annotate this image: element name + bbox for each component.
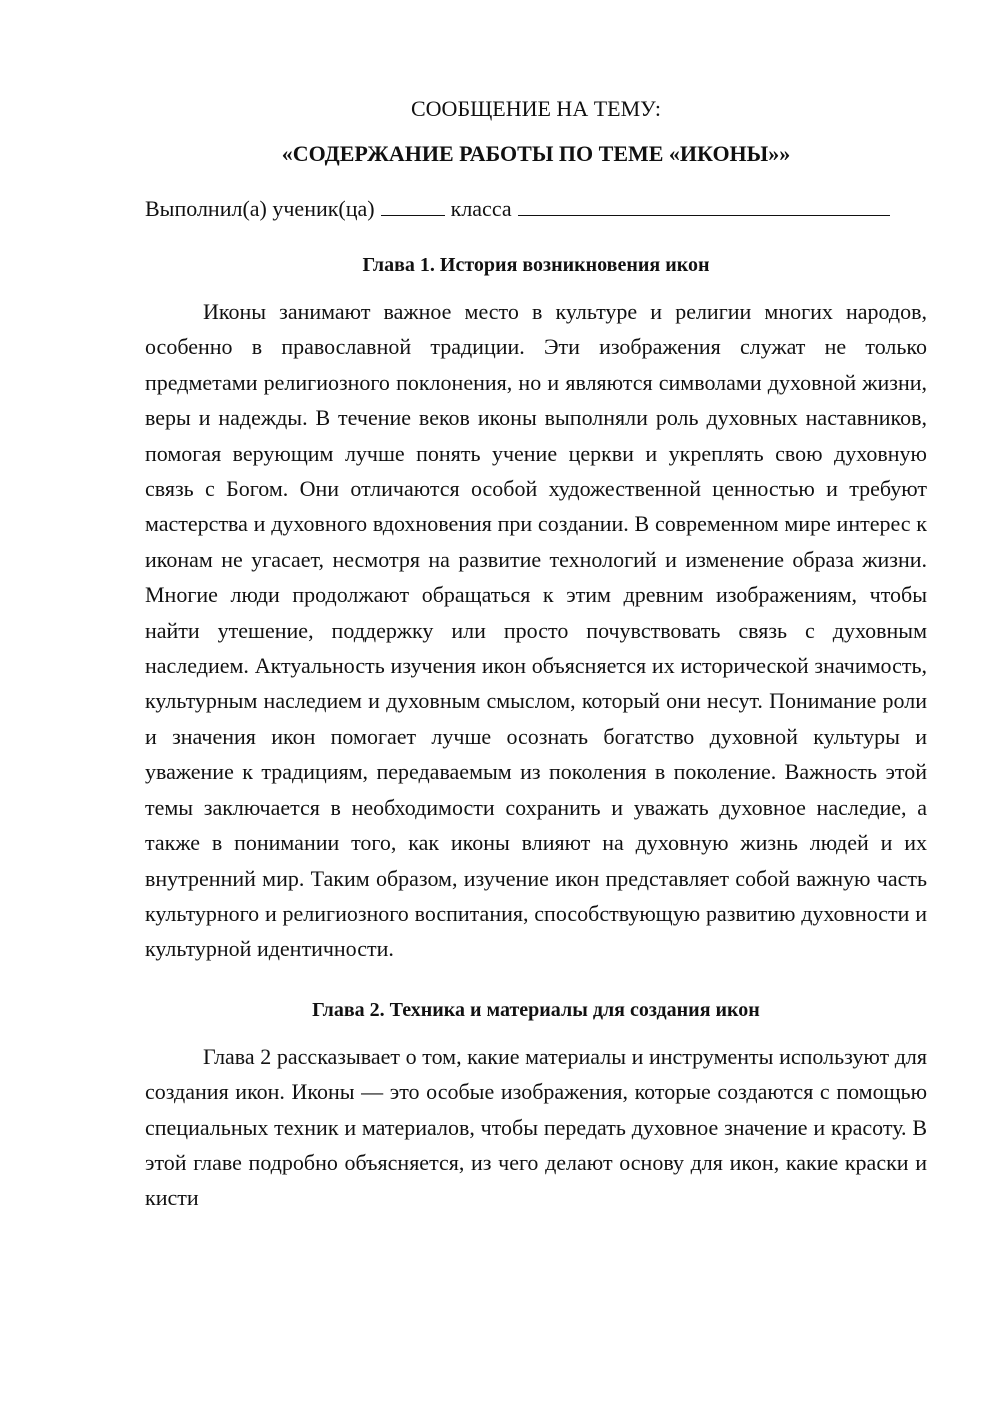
author-line [145,193,927,225]
class-number-blank[interactable] [381,195,445,216]
author-label: Выполнил(а) ученик(ца) [145,196,375,221]
chapter-1-heading: Глава 1. История возникновения икон [362,254,710,276]
chapter-2-paragraph: Глава 2 рассказывает о том, какие материалы и инструменты используют для создания икон. Иконы — это особые изображения, которые создаются с помощью специальных техник и материалов, чтобы передать духовное значение и красоту. В этой главе подробно объясняется, из чего делают основу для икон, какие краски и кисти [145,1043,927,1211]
student-name-blank[interactable] [518,195,890,216]
chapter-2-heading: Глава 2. Техника и материалы для создания икон [312,998,760,1021]
document-page [145,93,927,1216]
class-label: класса [450,196,512,221]
chapter-1-paragraph: Иконы занимают важное место в культуре и религии многих народов, особенно в православной традиции. Эти изображения служат не только предметами религиозного поклонения, но и являются символами духовной жизни, веры и надежды. В течение веков иконы выполняли роль духовных наставников, помогая верующим лучше понять учение церкви и укреплять свою духовную связь с Богом. Они отличаются особой художественной ценностью и требуют мастерства и духовного вдохновения при создании. В современном мире интерес к иконам не угасает, несмотря на развитие технологий и изменение образа жизни. Многие люди продолжают обращаться к этим древним изображениям, чтобы найти утешение, поддержку или просто почувствовать связь с духовным наследием. Актуальность изучения икон объясняется их исторической значимость, культурным наследием и духовным смыслом, который они несут. Понимание роли и значения икон помогает лучше осознать богатство духовной культуры и уважение к традициям, передаваемым из поколения в поколение. Важность этой темы заключается в необходимости сохранить и уважать духовное наследие, а также в понимании того, как иконы влияют на духовную жизнь людей и их внутренний мир. Таким образом, изучение икон представляет собой важную часть культурного и религиозного воспитания, способствующую развитию духовности и культурной идентичности. [145,299,927,962]
document-title: «СОДЕРЖАНИЕ РАБОТЫ ПО ТЕМЕ «ИКОНЫ»» [281,141,791,166]
subject-line: СООБЩЕНИЕ НА ТЕМУ: [411,96,661,121]
